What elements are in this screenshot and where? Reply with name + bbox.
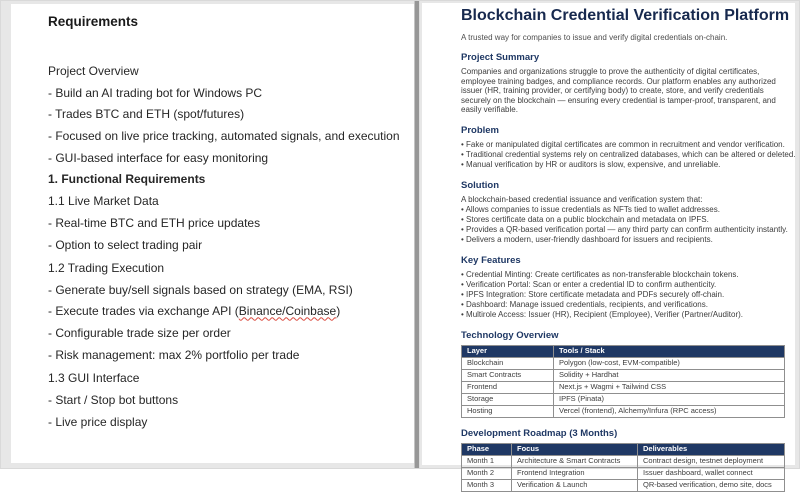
roadmap-table xyxy=(461,443,785,492)
left-functional-heading: 1. Functional Requirements xyxy=(48,172,206,187)
blockchain-proposal-page xyxy=(422,3,796,490)
bullet-text: ) xyxy=(336,304,341,319)
table-cell: Month 1 xyxy=(462,455,512,467)
bullet-line: • Allows companies to issue credentials as NFTs tied to wallet addresses. xyxy=(461,205,785,215)
bullet-line: • Credential Minting: Create certificates as non-transferable blockchain tokens. xyxy=(461,270,785,280)
table-cell: Issuer dashboard, wallet connect xyxy=(638,467,785,479)
bullet-line: • IPFS Integration: Store certificate metadata and PDFs securely off-chain. xyxy=(461,290,785,300)
left-overview-heading: Project Overview xyxy=(48,64,139,78)
table-cell: Frontend xyxy=(462,381,554,393)
table-cell: Blockchain xyxy=(462,357,554,369)
bullet-line: - Build an AI trading bot for Windows PC xyxy=(48,85,263,100)
left-s13-heading: 1.3 GUI Interface xyxy=(48,371,140,386)
table-cell: Vercel (frontend), Alchemy/Infura (RPC access) xyxy=(554,405,785,417)
table-cell: Smart Contracts xyxy=(462,369,554,381)
project-summary-heading: Project Summary xyxy=(461,52,540,63)
table-cell: Month 2 xyxy=(462,467,512,479)
solution-bullet-list xyxy=(461,204,788,245)
bullet-line: • Dashboard: Manage issued credentials, recipients, and verifications. xyxy=(461,300,785,310)
right-doc-title: Blockchain Credential Verification Platform xyxy=(461,7,790,24)
table-row xyxy=(462,405,785,417)
bullet-line: • Traditional credential systems rely on centralized databases, which can be altered or deleted. xyxy=(461,150,785,160)
right-doc-subtitle: A trusted way for companies to issue and verify digital credentials on-chain. xyxy=(461,33,728,42)
column-header: Focus xyxy=(512,443,638,455)
table-row xyxy=(462,369,785,381)
column-header: Tools / Stack xyxy=(554,345,785,357)
bullet-line: • Delivers a modern, user-friendly dashboard for issuers and recipients. xyxy=(461,235,785,245)
bullet-line: • Multirole Access: Issuer (HR), Recipient (Employee), Verifier (Partner/Auditor). xyxy=(461,310,785,320)
solution-heading: Solution xyxy=(461,179,499,191)
left-overview-bullet-list xyxy=(48,87,398,165)
table-row xyxy=(462,467,785,479)
table-cell: Contract design, testnet deployment xyxy=(638,455,785,467)
bullet-line: • Verification Portal: Scan or enter a credential ID to confirm authenticity. xyxy=(461,280,785,290)
table-cell: Storage xyxy=(462,393,554,405)
column-header: Layer xyxy=(462,345,554,357)
table-header-row xyxy=(462,443,785,455)
table-row xyxy=(462,357,785,369)
left-s11-bullet-list xyxy=(48,217,398,251)
table-cell: QR-based verification, demo site, docs xyxy=(638,479,785,491)
problem-heading: Problem xyxy=(461,124,500,136)
left-s12-heading: 1.2 Trading Execution xyxy=(48,261,165,275)
table-row xyxy=(462,455,785,467)
left-s11-heading: 1.1 Live Market Data xyxy=(48,194,159,209)
bullet-line: • Stores certificate data on a public blockchain and metadata on IPFS. xyxy=(461,215,785,225)
table-row xyxy=(462,479,785,491)
bullet-line: - Live price display xyxy=(48,414,148,429)
bullet-line: - Risk management: max 2% portfolio per trade xyxy=(48,347,300,362)
left-s13-bullet-list xyxy=(48,394,398,428)
table-cell: Verification & Launch xyxy=(512,479,638,491)
table-row xyxy=(462,381,785,393)
table-cell: IPFS (Pinata) xyxy=(554,393,785,405)
spellcheck-flagged-text: Binance/Coinbase xyxy=(238,304,337,319)
requirements-document-page xyxy=(11,4,414,463)
technology-table xyxy=(461,345,785,418)
bullet-line: - GUI-based interface for easy monitoring xyxy=(48,150,269,165)
bullet-line: - Real-time BTC and ETH price updates xyxy=(48,215,261,230)
bullet-line: - Focused on live price tracking, automated signals, and execution xyxy=(48,129,400,144)
key-features-heading: Key Features xyxy=(461,254,521,266)
bullet-line: • Manual verification by HR or auditors is slow, expensive, and unreliable. xyxy=(461,160,785,170)
table-cell: Architecture & Smart Contracts xyxy=(512,455,638,467)
column-header: Phase xyxy=(462,443,512,455)
solution-intro: A blockchain-based credential issuance and verification system that: xyxy=(461,194,703,204)
table-cell: Frontend Integration xyxy=(512,467,638,479)
table-cell: Month 3 xyxy=(462,479,512,491)
technology-overview-heading: Technology Overview xyxy=(461,329,559,341)
project-summary-body: Companies and organizations struggle to prove the authenticity of digital certificates, employee training badges, and compliance records. Our platform enables any authorized issuer (HR, training provider, or certifying body) to create, store, and verify credentials securely on the blockchain — ensuring every credential is tamper-proof, transparent, and easily verifiable. xyxy=(461,67,776,115)
bullet-line: • Provides a QR-based verification portal — any third party can confirm authenticity instantly. xyxy=(461,225,785,235)
bullet-line: - Start / Stop bot buttons xyxy=(48,392,179,407)
column-header: Deliverables xyxy=(638,443,785,455)
window-divider xyxy=(414,1,420,468)
problem-bullet-list xyxy=(461,139,796,170)
table-cell: Polygon (low-cost, EVM-compatible) xyxy=(554,357,785,369)
bullet-line-with-spellcheck xyxy=(48,305,398,318)
bullet-text: - Execute trades via exchange API ( xyxy=(48,304,239,319)
table-cell: Hosting xyxy=(462,405,554,417)
bullet-line: - Trades BTC and ETH (spot/futures) xyxy=(48,107,245,122)
bullet-line: - Generate buy/sell signals based on strategy (EMA, RSI) xyxy=(48,282,353,297)
table-row xyxy=(462,393,785,405)
bullet-line: - Option to select trading pair xyxy=(48,237,203,252)
bullet-line: • Fake or manipulated digital certificates are common in recruitment and vendor verification. xyxy=(461,140,785,150)
table-header-row xyxy=(462,345,785,357)
roadmap-heading: Development Roadmap (3 Months) xyxy=(461,427,618,439)
bullet-line: - Configurable trade size per order xyxy=(48,326,231,341)
left-doc-title: Requirements xyxy=(48,14,139,29)
key-features-bullet-list xyxy=(461,270,785,320)
table-cell: Next.js + Wagmi + Tailwind CSS xyxy=(554,381,785,393)
table-cell: Solidity + Hardhat xyxy=(554,369,785,381)
